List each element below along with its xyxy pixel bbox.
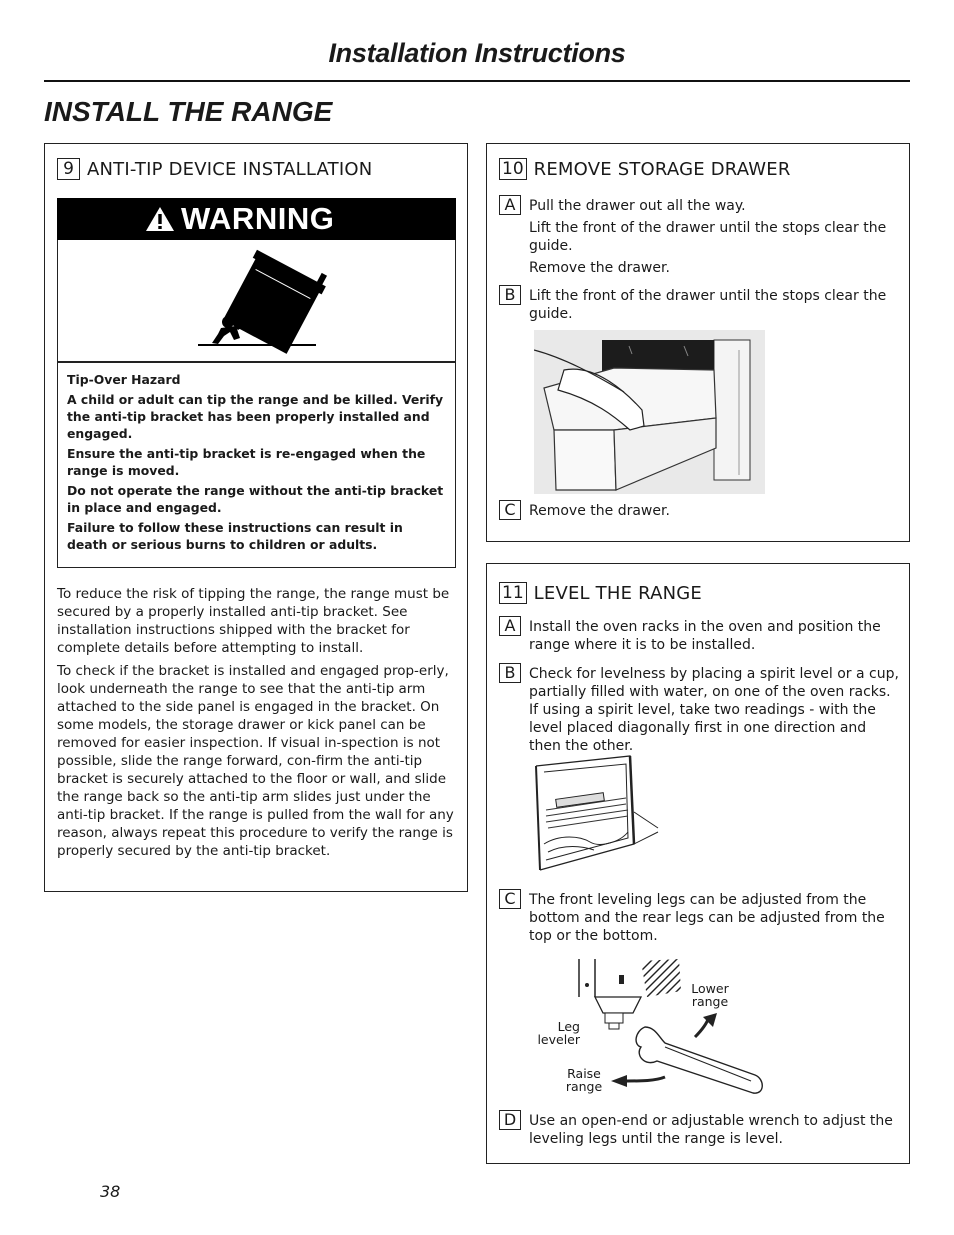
warning-banner [57,198,456,240]
step11-b-line: Check for levelness by placing a spirit level or a cup, partially filled with water, on one of the oven racks. If using a spirit level, take two readings - with the level placed diagonally first in one direction and then the other. [529,666,899,754]
raise-range-label: Raise range [565,1066,603,1094]
step11-d-line: Use an open-end or adjustable wrench to adjust the leveling legs until the range is level. [529,1113,893,1147]
leg-leveler-label: Leg leveler [537,1019,580,1047]
hazard-line: A child or adult can tip the range and be killed. Verify the anti-tip bracket has been properly installed and engaged. [67,392,444,441]
step11-letter-c: C [499,889,521,909]
step10-number: 10 [499,158,527,180]
page-header-title: Installation Instructions [328,38,626,68]
section-title: INSTALL THE RANGE [44,96,333,127]
step9-body [57,585,457,860]
step10-a-line: Lift the front of the drawer until the stops clear the guide. [529,220,887,254]
step10-a-line: Pull the drawer out all the way. [529,198,746,214]
step10-item-c [499,502,899,524]
lower-range-label: Lower range [691,981,729,1009]
header-rule [44,80,910,82]
step10-a-line: Remove the drawer. [529,260,670,276]
step10-b-line: Lift the front of the drawer until the stops clear the guide. [529,288,887,322]
warning-label: WARNING [181,201,335,236]
hazard-line: Ensure the anti-tip bracket is re-engaged when the range is moved. [67,446,426,478]
step11-item-a [499,618,899,658]
hazard-line: Failure to follow these instructions can result in death or serious burns to children or adults. [67,520,403,552]
step11-number: 11 [499,582,527,604]
oven-rack-level-illustration [530,752,660,878]
warning-triangle-icon [145,206,175,232]
step11-item-b [499,665,899,759]
step11-heading [499,582,702,604]
step10-letter-a: A [499,195,521,215]
step11-a-line: Install the oven racks in the oven and position the range where it is to be installed. [529,619,881,653]
hazard-text-box [57,362,456,568]
hazard-line: Do not operate the range without the anti-tip bracket in place and engaged. [67,483,444,515]
step9-title: ANTI-TIP DEVICE INSTALLATION [87,158,373,180]
step10-item-a [499,197,899,281]
step10-letter-b: B [499,285,521,305]
step10-item-b [499,287,899,327]
step10-heading [499,158,791,180]
step9-paragraph: To check if the bracket is installed and engaged prop-erly, look underneath the range to see that the anti-tip arm attached to the side panel is engaged in the bracket. On some models, the storage drawer or kick panel can be removed for easier inspection. If visual in-spection is not possible, slide the range forward, con-firm the anti-tip bracket is securely attached to the floor or wall, and slide the range back so the anti-tip arm slides just under the anti-tip bracket. If the range is pulled from the wall for any reason, always repeat this procedure to verify the range is properly secured by the anti-tip bracket. [57,663,454,859]
step11-c-line: The front leveling legs can be adjusted from the bottom and the rear legs can be adjusted from the top or the bottom. [529,892,885,944]
step9-number: 9 [57,158,80,180]
step11-item-d [499,1112,899,1152]
step11-letter-b: B [499,663,521,683]
step10-letter-c: C [499,500,521,520]
tip-over-hazard-illustration [58,240,457,362]
page-number: 38 [100,1182,121,1201]
step10-title: REMOVE STORAGE DRAWER [533,158,791,180]
step9-paragraph: To reduce the risk of tipping the range, the range must be secured by a properly installed anti-tip bracket. See installation instructions shipped with the bracket for complete details before attempting to install. [57,586,450,656]
step11-letter-d: D [499,1110,521,1130]
step9-heading [57,158,372,180]
tip-over-illustration-box [57,240,456,362]
step10-c-line: Remove the drawer. [529,503,670,519]
hazard-title: Tip-Over Hazard [67,372,181,387]
step11-letter-a: A [499,616,521,636]
step11-item-c [499,891,899,949]
step11-title: LEVEL THE RANGE [533,582,702,604]
drawer-removal-illustration [534,330,765,494]
